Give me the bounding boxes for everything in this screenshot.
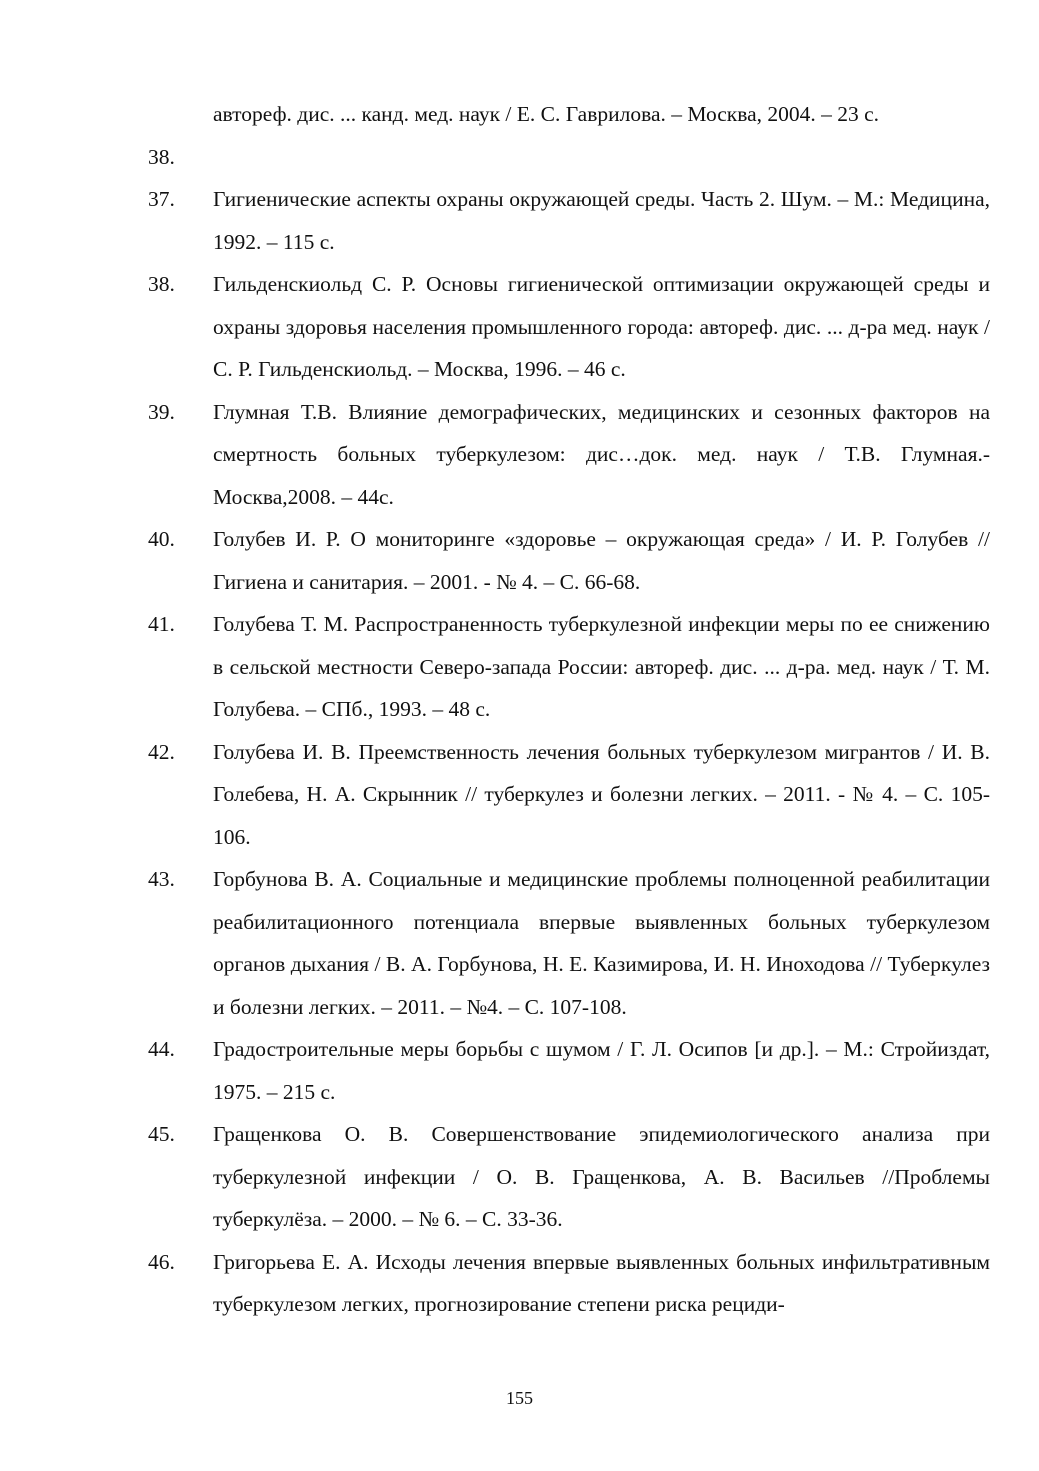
reference-number: 37. — [148, 187, 175, 211]
continuation-text: автореф. дис. ... канд. мед. наук / Е. С. Гаврилова. – Москва, 2004. – 23 с. — [213, 102, 880, 126]
reference-entry — [148, 518, 990, 603]
reference-entry — [148, 1113, 990, 1241]
reference-entry — [148, 603, 990, 731]
reference-text: Глумная Т.В. Влияние демографических, медицинских и сезонных факторов на смертность больных туберкулезом: дис…док. мед. наук / Т.В. Глумная.- Москва,2008. – 44с. — [213, 399, 990, 509]
reference-text: Голубев И. Р. О мониторинге «здоровье – окружающая среда» / И. Р. Голубев // Гигиена и санитария. – 2001. - № 4. – С. 66-68. — [213, 527, 990, 594]
reference-text: Гигиенические аспекты охраны окружающей среды. Часть 2. Шум. – М.: Медицина, 1992. – 115 с. — [213, 187, 990, 254]
reference-number: 45. — [148, 1122, 175, 1146]
reference-text: Градостроительные меры борьбы с шумом / Г. Л. Осипов [и др.]. – М.: Стройиздат, 1975. – 215 с. — [213, 1037, 990, 1104]
reference-number: 42. — [148, 739, 175, 764]
reference-entry — [148, 136, 990, 179]
reference-number: 46. — [148, 1249, 175, 1274]
reference-text: Гильденскиольд С. Р. Основы гигиенической оптимизации окружающей среды и охраны здоровья населения промышленного города: автореф. дис. ... д-ра мед. наук / С. Р. Гильденскиольд. – Москва, 1996. – 46 с. — [213, 272, 990, 381]
reference-number: 38. — [148, 272, 175, 296]
reference-entry — [148, 391, 990, 519]
reference-number: 39. — [148, 399, 175, 424]
page-number: 155 — [506, 1388, 533, 1408]
reference-number: 44. — [148, 1037, 175, 1061]
reference-entry — [148, 263, 990, 391]
reference-number: 41. — [148, 612, 175, 636]
reference-entry — [148, 1241, 990, 1326]
reference-number: 43. — [148, 867, 175, 891]
reference-entry — [148, 178, 990, 263]
reference-text: Голубева И. В. Преемственность лечения больных туберкулезом мигрантов / И. В. Голебева, Н. А. Скрынник // туберкулез и болезни легких. – 2011. - № 4. – С. 105-106. — [213, 739, 990, 849]
reference-text: Гращенкова О. В. Совершенствование эпидемиологического анализа при туберкулезной инфекции / О. В. Гращенкова, А. В. Васильев //Проблемы туберкулёза. – 2000. – № 6. – С. 33-36. — [213, 1122, 990, 1231]
reference-number: 38. — [148, 144, 175, 169]
reference-text: Голубева Т. М. Распространенность туберкулезной инфекции меры по ее снижению в сельской местности Северо-запада России: автореф. дис. ... д-ра. мед. наук / Т. М. Голубева. – СПб., 1993. – 48 с. — [213, 612, 990, 721]
reference-entry — [148, 1028, 990, 1113]
reference-number: 40. — [148, 527, 175, 551]
reference-text: Горбунова В. А. Социальные и медицинские проблемы полноценной реабилитации реабилитационного потенциала впервые выявленных больных туберкулезом органов дыхания / В. А. Горбунова, Н. Е. Казимирова, И. Н. Иноходова // Туберкулез и болезни легких. – 2011. – №4. – С. 107-108. — [213, 867, 990, 1019]
reference-entry — [148, 858, 990, 1028]
reference-list — [148, 93, 990, 1326]
reference-text: Григорьева Е. А. Исходы лечения впервые выявленных больных инфильтративным туберкулезом легких, прогнозирование степени риска рециди- — [213, 1249, 990, 1316]
reference-entry — [148, 731, 990, 859]
